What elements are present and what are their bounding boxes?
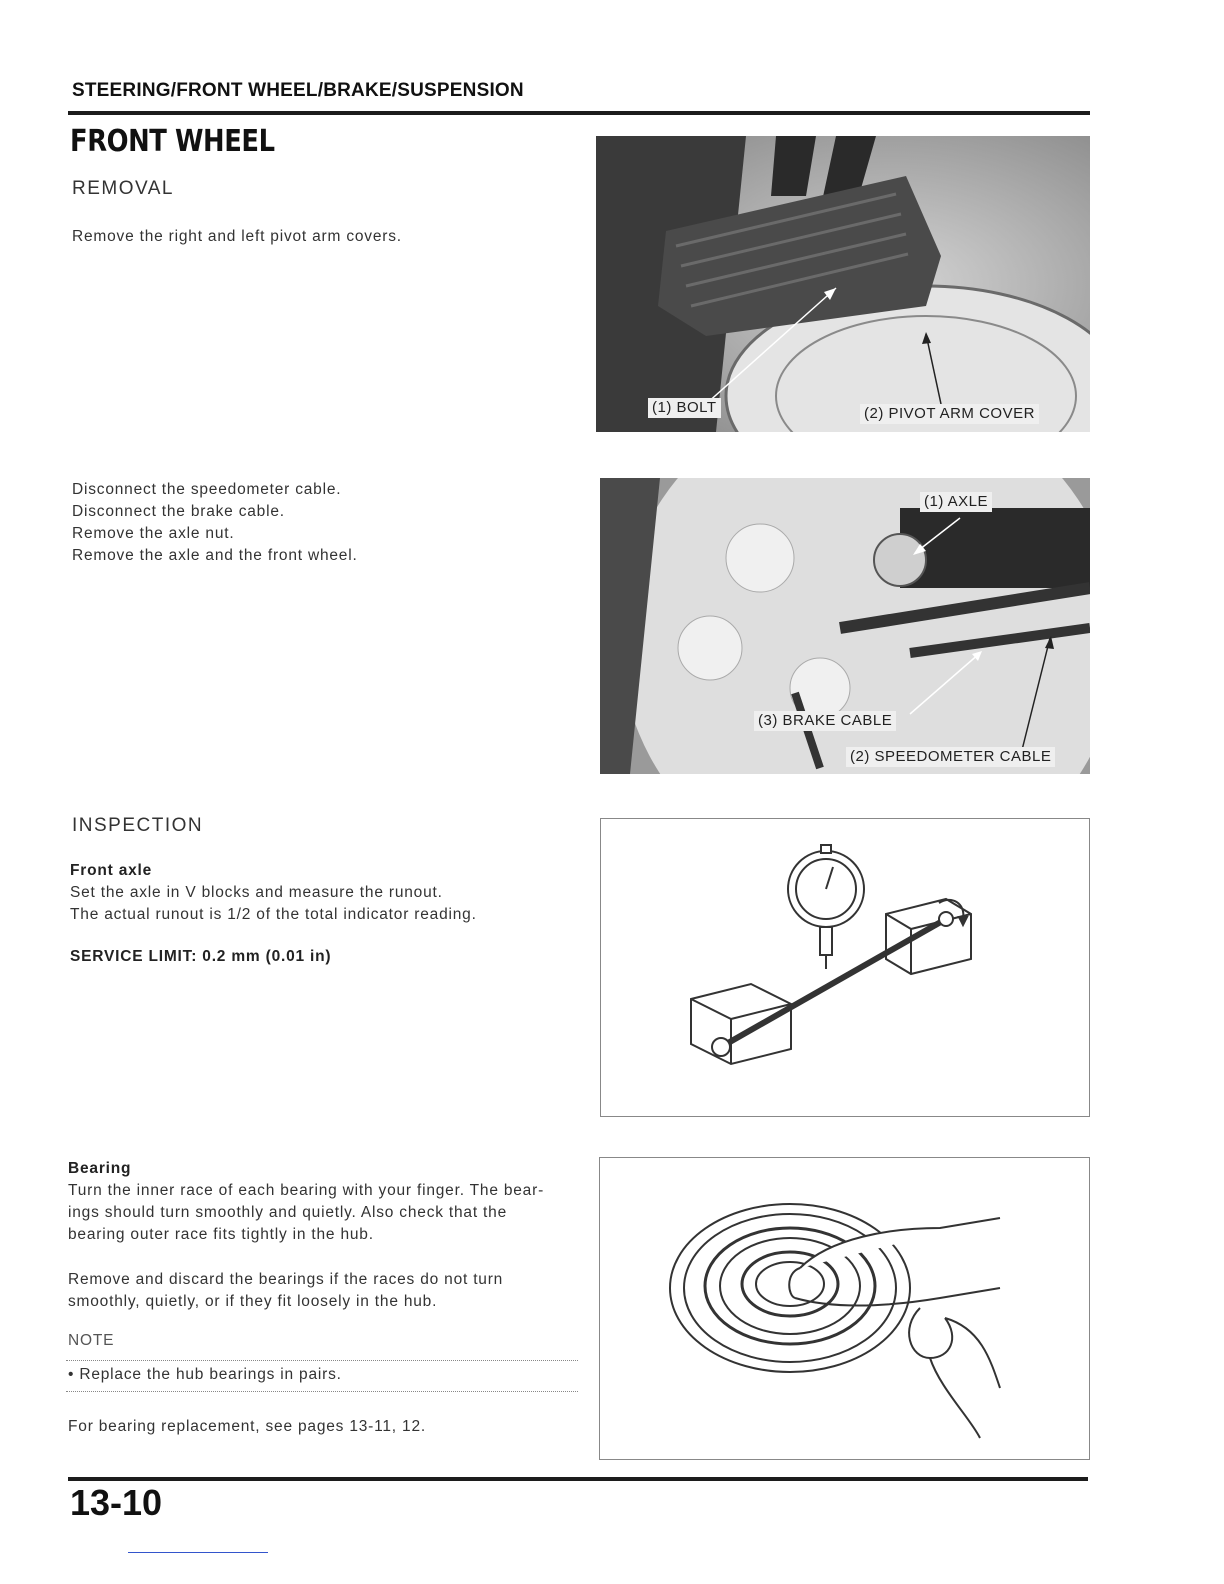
label-bolt: (1) BOLT <box>648 398 721 418</box>
page-number: 13-10 <box>70 1482 163 1523</box>
front-axle-section <box>70 860 477 926</box>
note-top-rule <box>66 1360 578 1361</box>
bearing-discard <box>68 1269 503 1313</box>
pivot-arm-cover-illustration <box>596 136 1090 432</box>
note-label: NOTE <box>68 1332 115 1349</box>
bearing-line: Turn the inner race of each bearing with your finger. The bear- <box>68 1182 545 1199</box>
front-axle-line: Set the axle in V blocks and measure the runout. <box>70 884 443 901</box>
footer-rule <box>68 1477 1088 1481</box>
removal-heading: REMOVAL <box>72 178 175 199</box>
page-title: FRONT WHEEL <box>70 124 275 159</box>
inspection-heading: INSPECTION <box>72 815 204 836</box>
removal-step: Remove the axle and the front wheel. <box>72 547 358 564</box>
header-rule <box>68 111 1090 115</box>
label-axle: (1) AXLE <box>920 492 992 512</box>
removal-step: Remove the axle nut. <box>72 525 235 542</box>
bearing-line: ings should turn smoothly and quietly. Also check that the <box>68 1204 508 1221</box>
label-brake-cable: (3) BRAKE CABLE <box>754 711 896 731</box>
bearing-replacement-ref: For bearing replacement, see pages 13-11, 12. <box>68 1418 426 1435</box>
bearing-title: Bearing <box>68 1160 132 1177</box>
label-pivot-arm-cover: (2) PIVOT ARM COVER <box>860 404 1039 424</box>
axle-runout-diagram <box>600 818 1090 1117</box>
note-item: • Replace the hub bearings in pairs. <box>68 1366 342 1383</box>
removal-step: Disconnect the speedometer cable. <box>72 481 342 498</box>
bearing-line: bearing outer race fits tightly in the hub. <box>68 1226 374 1243</box>
removal-step: Disconnect the brake cable. <box>72 503 285 520</box>
dial-indicator-illustration <box>601 819 1089 1116</box>
axle-cables-photo <box>600 478 1090 774</box>
bearing-discard-line: smoothly, quietly, or if they fit loosely in the hub. <box>68 1293 438 1310</box>
front-axle-title: Front axle <box>70 862 153 879</box>
removal-steps <box>72 479 358 567</box>
removal-step-covers: Remove the right and left pivot arm covers. <box>72 228 402 245</box>
service-limit: SERVICE LIMIT: 0.2 mm (0.01 in) <box>70 948 332 965</box>
bearing-finger-illustration <box>600 1158 1089 1459</box>
note-bottom-rule <box>66 1391 578 1392</box>
pivot-arm-cover-photo <box>596 136 1090 432</box>
bearing-discard-line: Remove and discard the bearings if the races do not turn <box>68 1271 504 1288</box>
bearing-section <box>68 1158 544 1246</box>
section-header: STEERING/FRONT WHEEL/BRAKE/SUSPENSION <box>72 80 524 101</box>
scan-edge-line <box>128 1552 268 1553</box>
front-axle-line: The actual runout is 1/2 of the total indicator reading. <box>70 906 477 923</box>
label-speedometer-cable: (2) SPEEDOMETER CABLE <box>846 747 1055 767</box>
bearing-check-diagram <box>599 1157 1090 1460</box>
